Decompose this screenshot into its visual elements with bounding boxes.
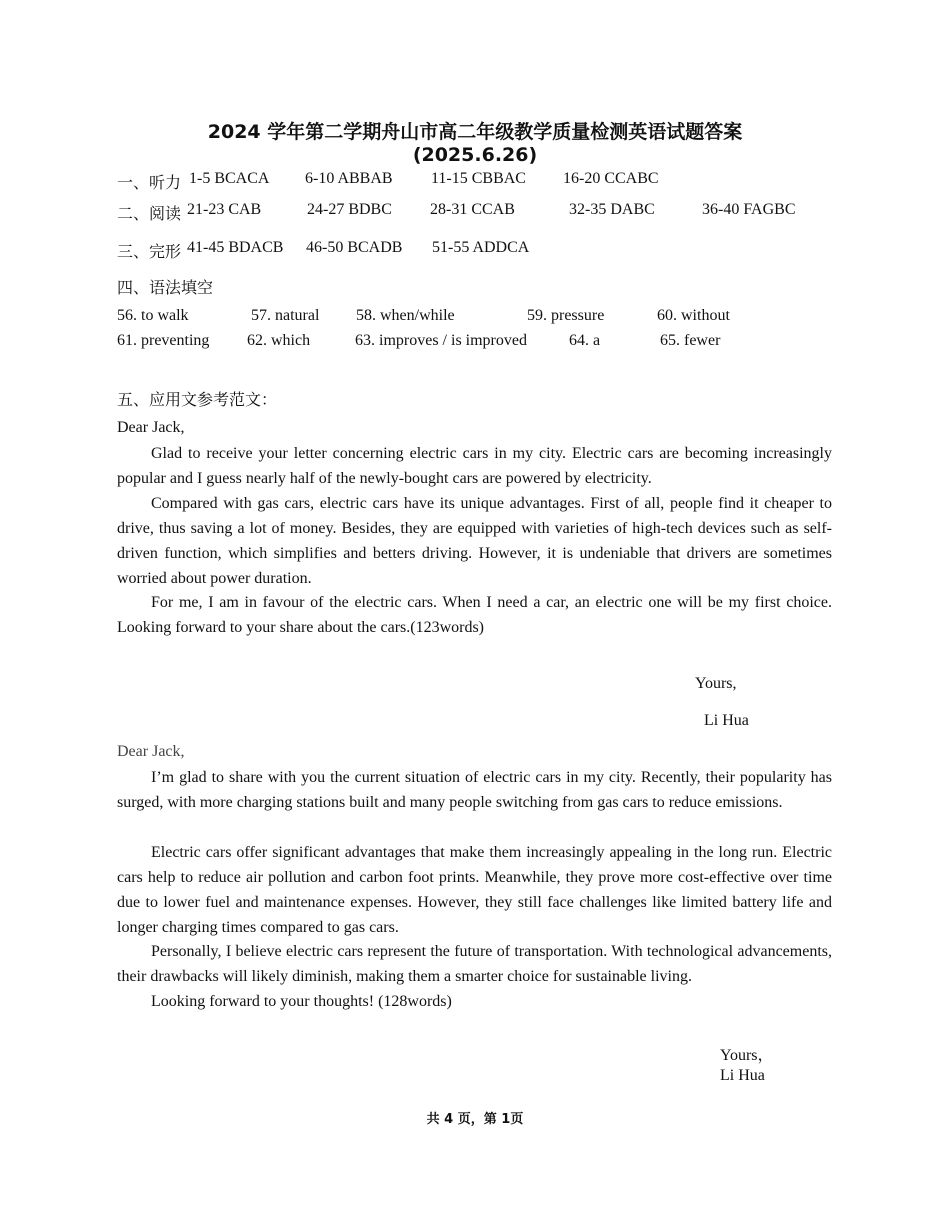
essay-paragraph: Looking forward to your thoughts! (128words) bbox=[151, 993, 452, 1010]
essay-signature: Li Hua bbox=[720, 1067, 765, 1084]
grammar-answer: 56. to walk bbox=[117, 307, 189, 324]
answer-group: 46-50 BCADB bbox=[306, 239, 403, 256]
grammar-answer: 63. improves / is improved bbox=[355, 332, 527, 349]
essay-paragraph: Personally, I believe electric cars represent the future of transportation. With technological advancements, their drawbacks will likely diminish, making them a smarter choice for sustainable living. bbox=[117, 943, 832, 985]
answer-group: 32-35 DABC bbox=[569, 201, 655, 218]
essay-paragraph: I’m glad to share with you the current situation of electric cars in my city. Recently, their popularity has surged, with more charging stations built and many people switching from gas cars to reduce emissions. bbox=[117, 769, 832, 811]
essay-signature: Li Hua bbox=[704, 712, 749, 729]
answer-group: 51-55 ADDCA bbox=[432, 239, 530, 256]
answer-group: 6-10 ABBAB bbox=[305, 170, 393, 187]
answer-group: 21-23 CAB bbox=[187, 201, 262, 218]
grammar-answer: 62. which bbox=[247, 332, 311, 349]
answer-group: 28-31 CCAB bbox=[430, 201, 515, 218]
essay-greeting: Dear Jack, bbox=[117, 419, 185, 436]
essay-closing: Yours， bbox=[720, 1047, 774, 1064]
answer-group: 36-40 FAGBC bbox=[702, 201, 796, 218]
answer-group: 24-27 BDBC bbox=[307, 201, 392, 218]
grammar-answer: 59. pressure bbox=[527, 307, 605, 324]
grammar-answer: 61. preventing bbox=[117, 332, 210, 349]
answer-group: 1-5 BCACA bbox=[189, 170, 270, 187]
document-title: 2024 学年第二学期舟山市高二年级教学质量检测英语试题答案 bbox=[207, 121, 743, 143]
reading-label: 二、阅读 bbox=[117, 206, 182, 223]
grammar-answer: 58. when/while bbox=[356, 307, 455, 324]
answer-group: 16-20 CCABC bbox=[563, 170, 659, 187]
grammar-answer: 64. a bbox=[569, 332, 601, 349]
essay-paragraph: Glad to receive your letter concerning electric cars in my city. Electric cars are becoming increasingly popular and I guess nearly half of the newly-bought cars are powered by electricity. bbox=[117, 445, 832, 487]
essay-closing: Yours, bbox=[695, 675, 737, 692]
answer-group: 41-45 BDACB bbox=[187, 239, 284, 256]
grammar-answer: 60. without bbox=[657, 307, 730, 324]
essay-paragraph: For me, I am in favour of the electric cars. When I need a car, an electric one will be my first choice. Looking forward to your share about the cars.(123words) bbox=[117, 594, 832, 636]
grammar-answer: 65. fewer bbox=[660, 332, 721, 349]
document-date: (2025.6.26) bbox=[412, 144, 538, 166]
cloze-label: 三、完形 bbox=[117, 244, 182, 261]
grammar-label: 四、语法填空 bbox=[117, 280, 214, 297]
essay-paragraph: Compared with gas cars, electric cars have its unique advantages. First of all, people find it cheaper to drive, thus saving a lot of money. Besides, they are equipped with varieties of high-tech devices such as self-driven function, which simplifies and betters driving. However, it is undeniable that drivers are sometimes worried about power duration. bbox=[117, 495, 832, 587]
listening-label: 一、听力 bbox=[117, 175, 182, 192]
essay-greeting: Dear Jack, bbox=[117, 743, 185, 760]
grammar-answer: 57. natural bbox=[251, 307, 320, 324]
essay-paragraph: Electric cars offer significant advantages that make them increasingly appealing in the long run. Electric cars help to reduce air pollution and carbon foot prints. Meanwhile, they prove more cost-effective over time due to lower fuel and maintenance expenses. However, they still face challenges like limited battery life and longer charging times compared to gas cars. bbox=[117, 844, 832, 936]
page-footer: 共 4 页，第 1页 bbox=[426, 1112, 524, 1127]
writing-label: 五、应用文参考范文： bbox=[117, 392, 278, 409]
answer-group: 11-15 CBBAC bbox=[431, 170, 526, 187]
